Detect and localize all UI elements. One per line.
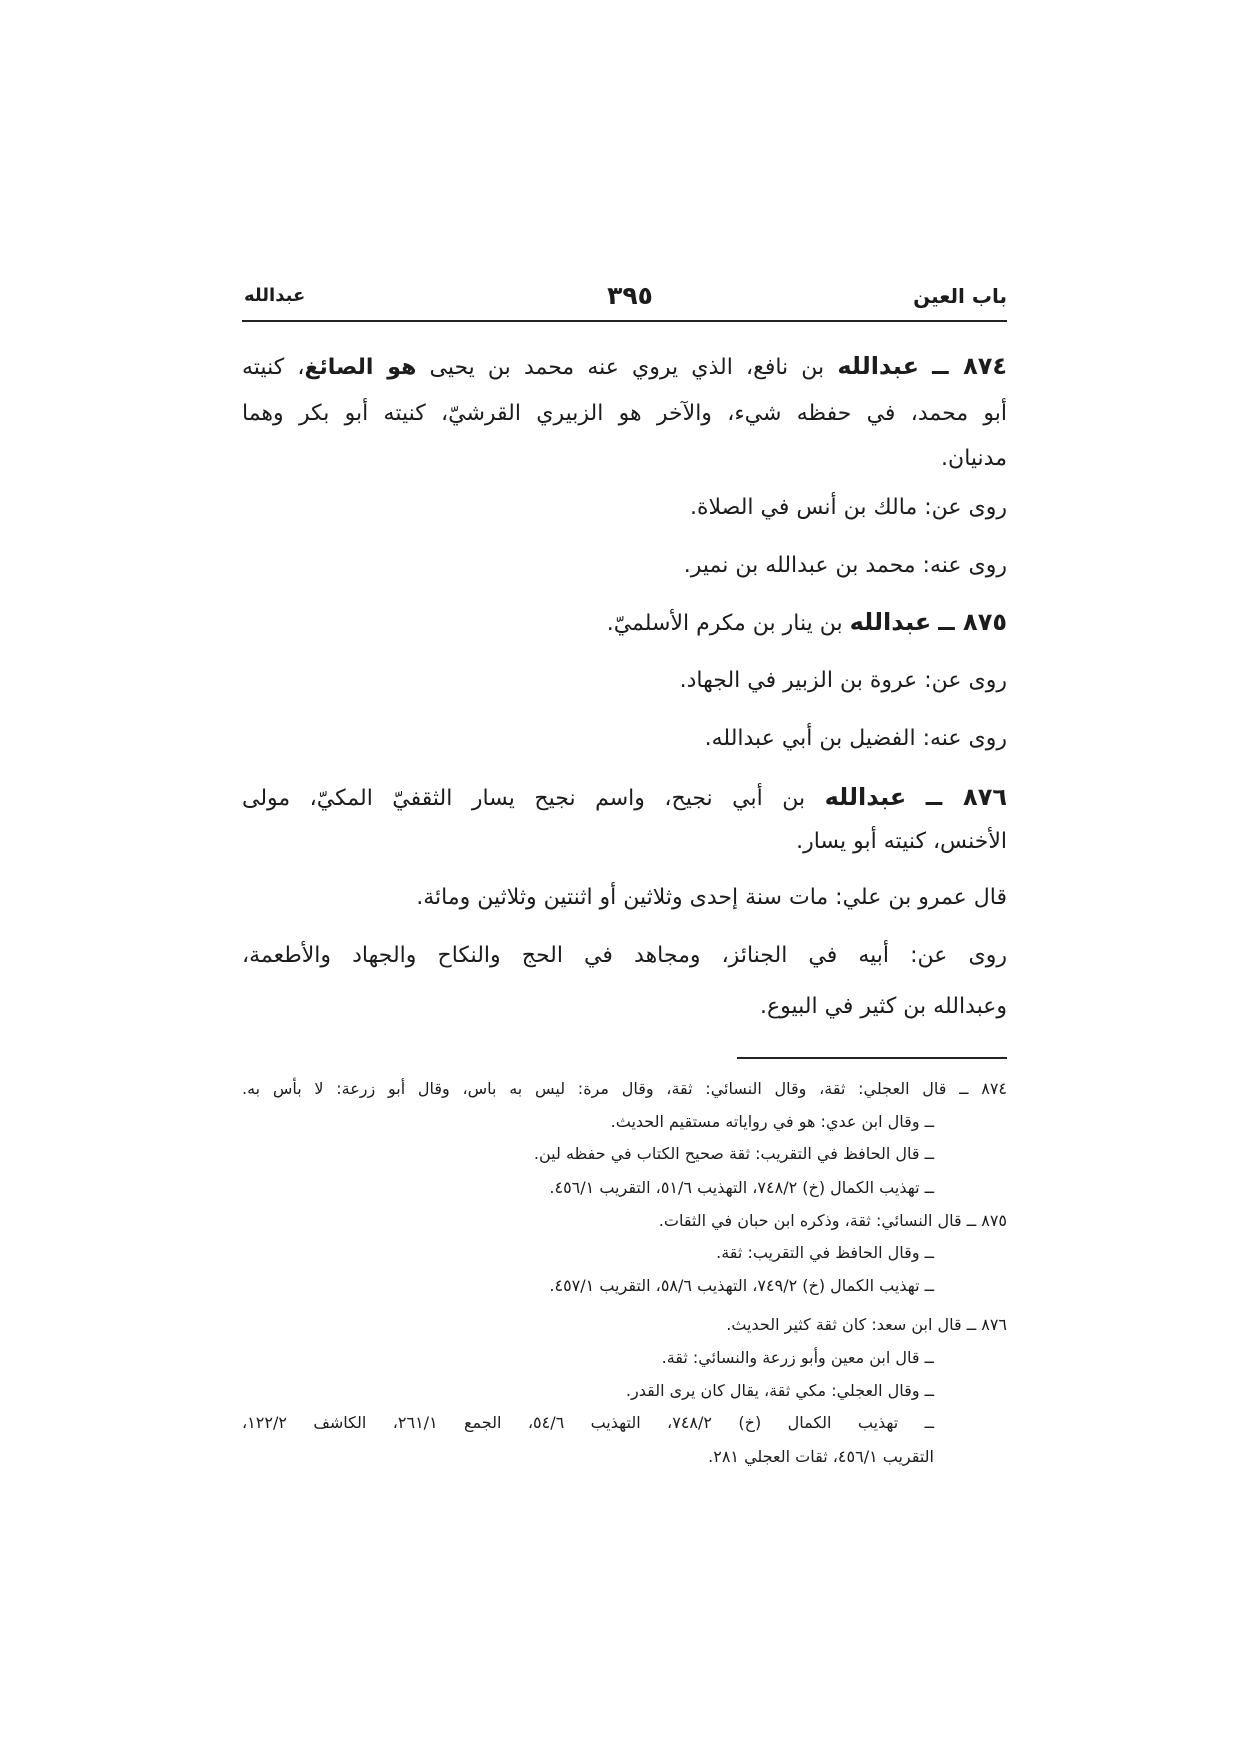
entry-875-narrated-by: روى عنه: الفضيل بن أبي عبدالله. bbox=[704, 726, 1007, 751]
page-number: ٣٩٥ bbox=[607, 281, 653, 310]
entry-number: ٨٧٥ ــ bbox=[938, 608, 1007, 636]
footnote-line: ــ وقال العجلي: مكي ثقة، يقال كان يرى القدر. bbox=[625, 1381, 934, 1400]
entry-875-narrated-from: روى عن: عروة بن الزبير في الجهاد. bbox=[679, 668, 1007, 693]
entry-name: عبدالله bbox=[849, 608, 932, 636]
header-rule bbox=[242, 320, 1007, 322]
entry-874-line-2: أبو محمد، في حفظه شيء، والآخر هو الزبيري القرشيّ، كنيته أبو بكر وهما bbox=[242, 401, 1007, 426]
footnote-line: ٨٧٤ ــ قال العجلي: ثقة، وقال النسائي: ثقة، وقال مرة: ليس به باس، وقال أبو زرعة: لا بأس به. bbox=[242, 1079, 1007, 1098]
entry-874-line-1 bbox=[242, 343, 1007, 389]
footnote-line: التقريب ٤٥٦/١، ثقات العجلي ٢٨١. bbox=[708, 1447, 934, 1466]
section-title: باب العين bbox=[913, 284, 1007, 308]
entry-876-narrated-from-line-2: وعبدالله بن كثير في البيوع. bbox=[760, 994, 1007, 1019]
footnote-line: ــ قال الحافظ في التقريب: ثقة صحيح الكتاب في حفظه لين. bbox=[533, 1144, 934, 1163]
entry-875-line-1 bbox=[242, 599, 1007, 645]
footnote-line: ــ وقال الحافظ في التقريب: ثقة. bbox=[716, 1243, 934, 1262]
entry-876-death-note: قال عمرو بن علي: مات سنة إحدى وثلاثين أو اثنتين وثلاثين ومائة. bbox=[416, 885, 1007, 910]
entry-number: ٨٧٤ ــ bbox=[932, 352, 1008, 380]
entry-874-narrated-by: روى عنه: محمد بن عبدالله بن نمير. bbox=[683, 553, 1007, 578]
entry-874-narrated-from: روى عن: مالك بن أنس في الصلاة. bbox=[690, 495, 1007, 520]
entry-name: عبدالله bbox=[824, 783, 907, 811]
footnote-separator bbox=[737, 1057, 1007, 1059]
running-head: عبدالله bbox=[244, 285, 306, 306]
footnote-line: ــ تهذيب الكمال (خ) ٧٤٨/٢، التهذيب ٥١/٦، التقريب ٤٥٦/١. bbox=[549, 1178, 934, 1197]
entry-name: عبدالله bbox=[837, 352, 919, 380]
footnote-line: ــ تهذيب الكمال (خ) ٧٤٨/٢، التهذيب ٥٤/٦، الجمع ٢٦١/١، الكاشف ١٢٢/٢، bbox=[242, 1413, 935, 1432]
entry-876-line-1 bbox=[242, 774, 1007, 820]
footnote-line: ٨٧٦ ــ قال ابن سعد: كان ثقة كثير الحديث. bbox=[726, 1315, 1007, 1334]
footnote-line: ٨٧٥ ــ قال النسائي: ثقة، وذكره ابن حبان في الثقات. bbox=[658, 1211, 1007, 1230]
entry-876-narrated-from-line-1: روى عن: أبيه في الجنائز، ومجاهد في الحج والنكاح والجهاد والأطعمة، bbox=[242, 943, 1007, 968]
entry-emphasis: هو الصائغ bbox=[304, 355, 417, 380]
entry-text: بن ينار بن مكرم الأسلميّ. bbox=[606, 611, 843, 636]
footnote-line: ــ تهذيب الكمال (خ) ٧٤٩/٢، التهذيب ٥٨/٦، التقريب ٤٥٧/١. bbox=[549, 1276, 934, 1295]
entry-text: بن نافع، الذي يروي عنه محمد بن يحيى bbox=[429, 355, 825, 380]
entry-text: ، كنيته bbox=[242, 355, 305, 380]
footnote-line: ــ قال ابن معين وأبو زرعة والنسائي: ثقة. bbox=[661, 1348, 934, 1367]
entry-number: ٨٧٦ ــ bbox=[925, 783, 1007, 811]
entry-876-line-2: الأخنس، كنيته أبو يسار. bbox=[796, 829, 1007, 854]
entry-874-line-3: مدنيان. bbox=[941, 446, 1007, 471]
footnote-line: ــ وقال ابن عدي: هو في رواياته مستقيم الحديث. bbox=[610, 1112, 934, 1131]
entry-text: بن أبي نجيح، واسم نجيح يسار الثقفيّ المكيّ، مولى bbox=[242, 786, 806, 811]
